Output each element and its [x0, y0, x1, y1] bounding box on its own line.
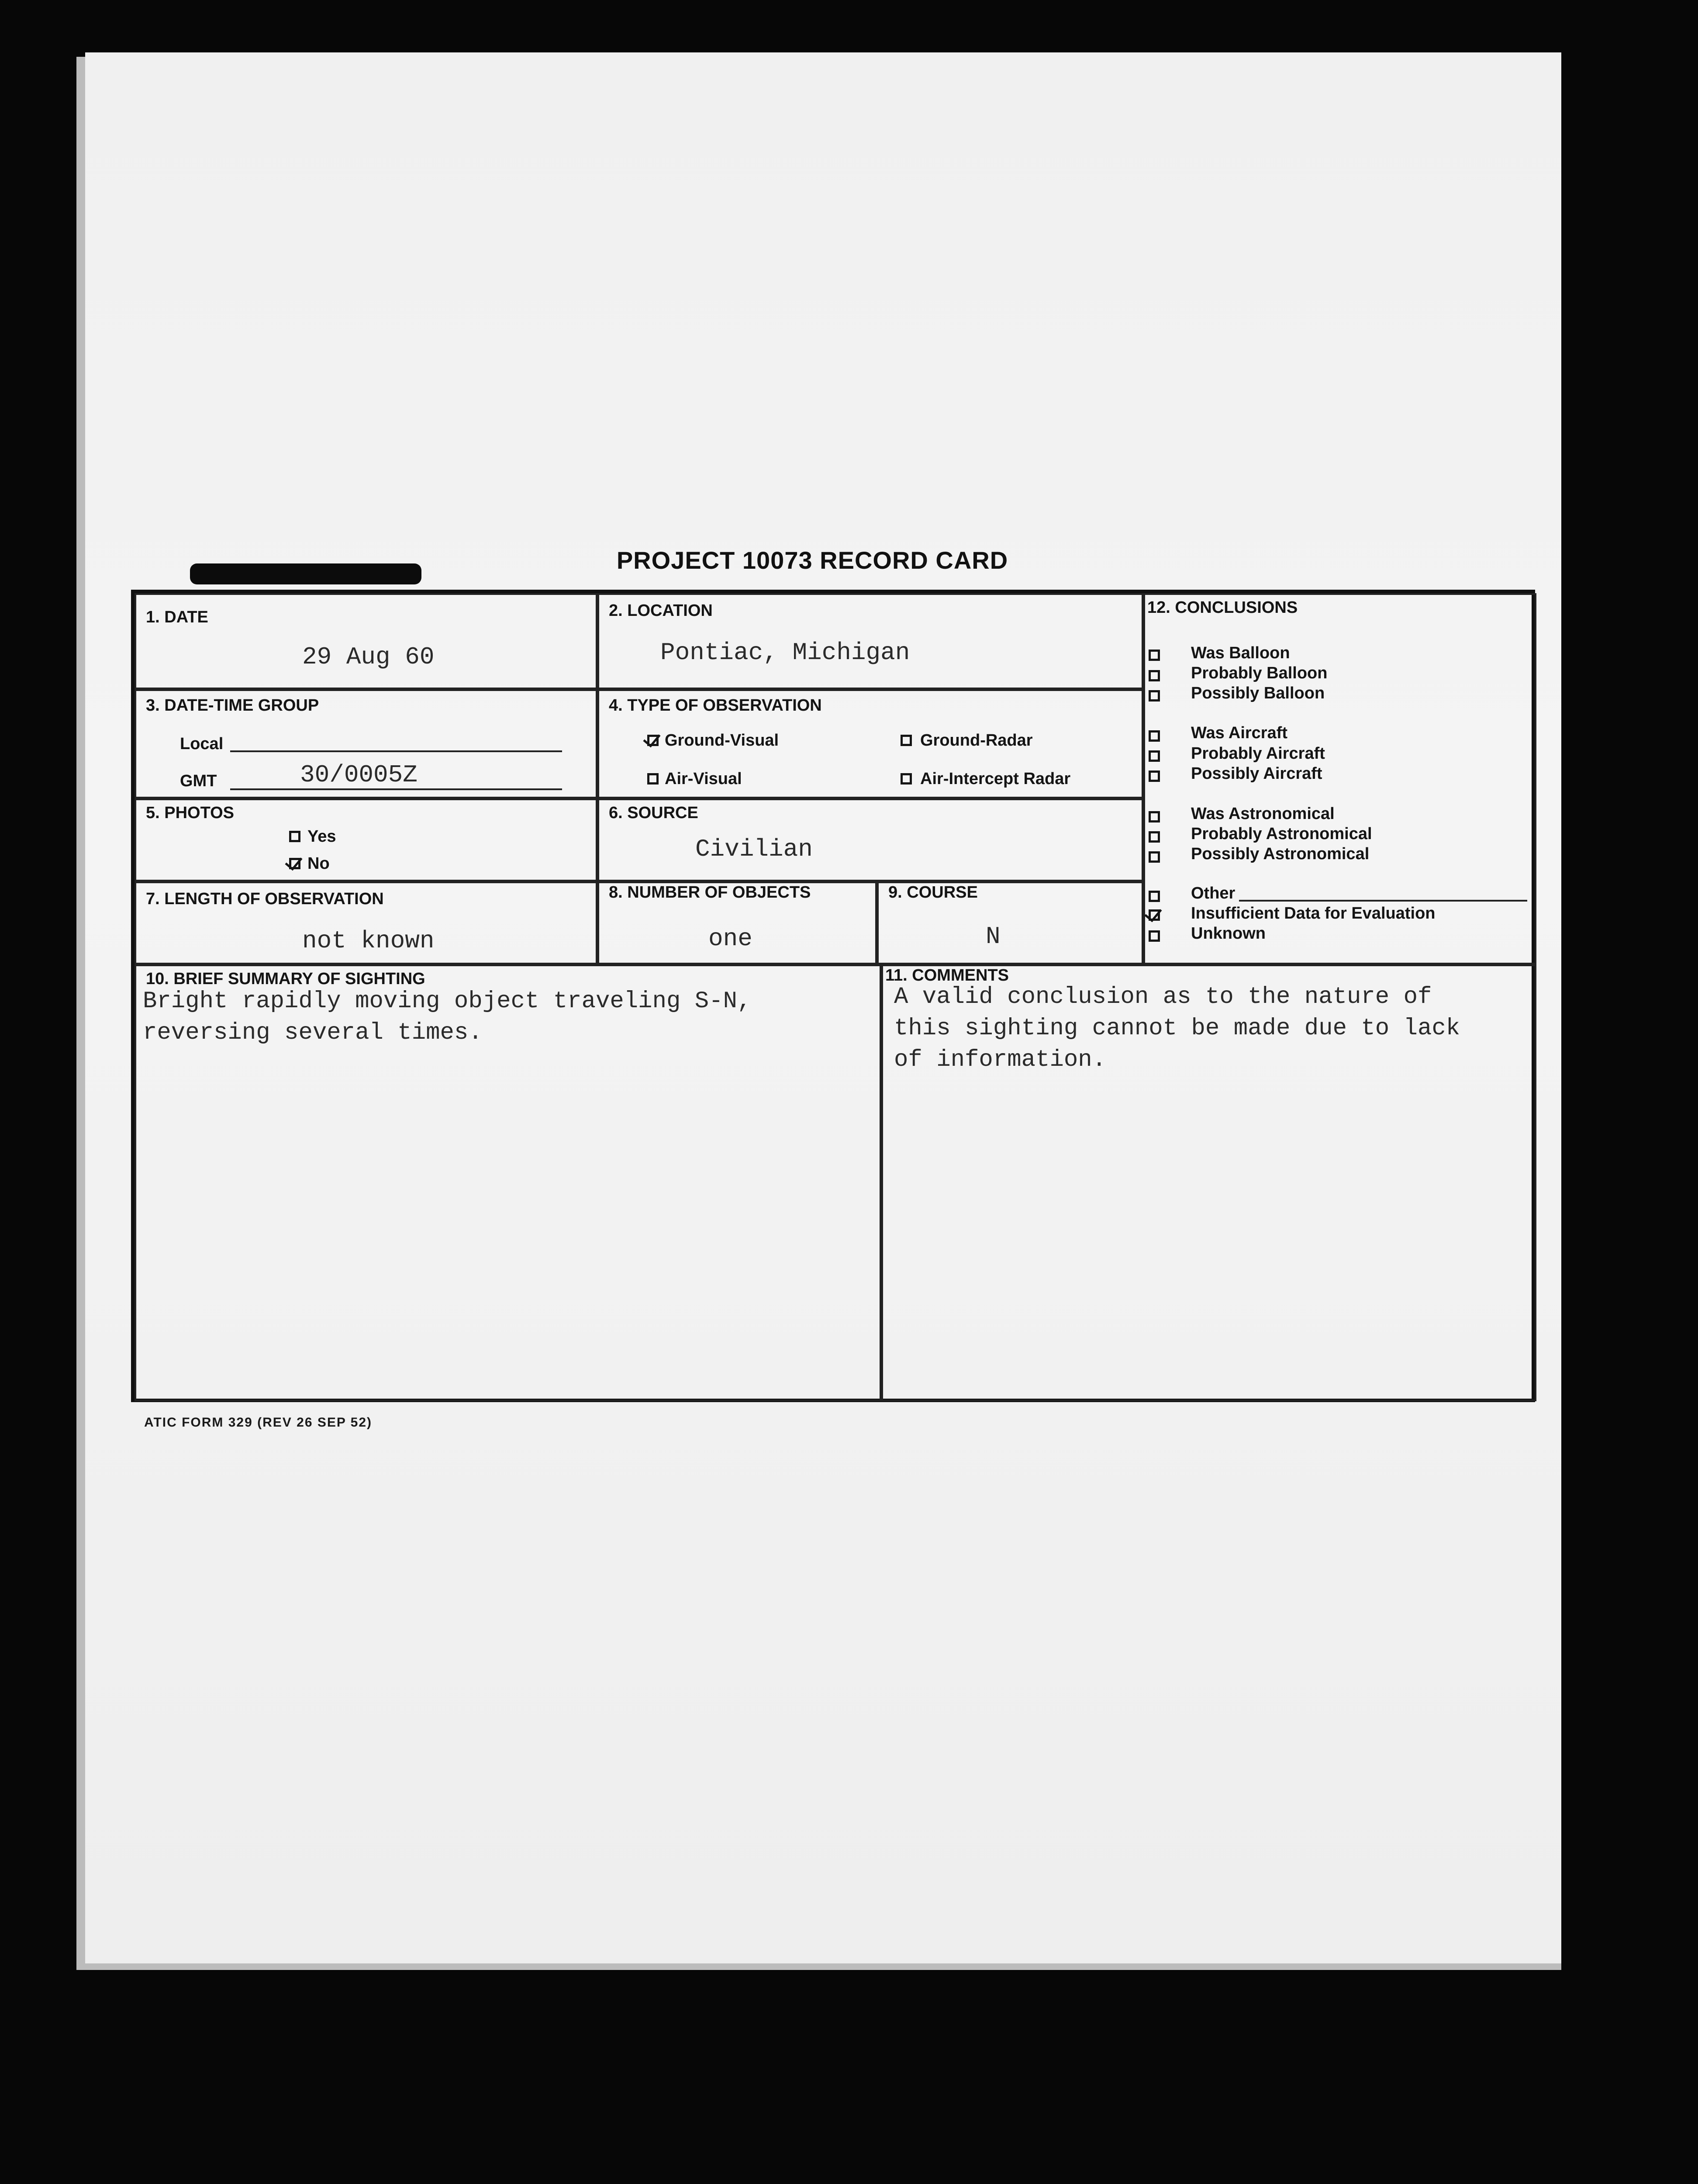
comments-line: A valid conclusion as to the nature of: [894, 984, 1432, 1010]
other-label: Other: [1191, 884, 1236, 902]
length-of-observation-cell: [135, 881, 597, 964]
card-title: PROJECT 10073 RECORD CARD: [616, 546, 1008, 574]
probably-balloon-checkbox: [1149, 670, 1160, 681]
possibly-astronomical-label: Possibly Astronomical: [1191, 845, 1370, 863]
insufficient-data-checkbox: [1149, 909, 1160, 921]
brief-summary-label: 10. BRIEF SUMMARY OF SIGHTING: [146, 970, 425, 988]
probably-aircraft-label: Probably Aircraft: [1191, 744, 1325, 763]
was-astronomical-checkbox: [1149, 811, 1160, 822]
brief-summary-line: reversing several times.: [143, 1019, 483, 1046]
comments-label: 11. COMMENTS: [885, 966, 1009, 985]
comments-line: this sighting cannot be made due to lack: [894, 1015, 1460, 1042]
photos-no-label: No: [307, 854, 330, 873]
source-cell: [597, 798, 1143, 881]
probably-astronomical-label: Probably Astronomical: [1191, 825, 1372, 843]
source-label: 6. SOURCE: [609, 804, 698, 822]
brief-summary-cell: [135, 964, 881, 1401]
air-intercept-radar-checkbox: [901, 773, 912, 784]
conclusions-label: 12. CONCLUSIONS: [1147, 598, 1298, 617]
gmt-value: 30/0005Z: [300, 761, 418, 789]
type-of-observation-cell: [597, 689, 1143, 798]
local-label: Local: [180, 735, 224, 753]
ground-radar-label: Ground-Radar: [920, 731, 1033, 750]
probably-aircraft-checkbox: [1149, 750, 1160, 762]
air-visual-checkbox: [647, 773, 659, 784]
course-cell: [877, 881, 1143, 964]
location-label: 2. LOCATION: [609, 601, 713, 620]
date-time-group-label: 3. DATE-TIME GROUP: [146, 696, 319, 715]
probably-balloon-label: Probably Balloon: [1191, 664, 1328, 682]
possibly-astronomical-checkbox: [1149, 851, 1160, 863]
brief-summary-line: Bright rapidly moving object traveling S-N,: [143, 988, 752, 1015]
ground-visual-checkbox: [647, 735, 659, 746]
photos-no-checkbox: [289, 858, 300, 869]
photos-yes-label: Yes: [307, 827, 336, 846]
length-of-observation-label: 7. LENGTH OF OBSERVATION: [146, 890, 384, 908]
photos-cell: [135, 798, 597, 881]
other-underline: [1239, 900, 1527, 902]
location-value: Pontiac, Michigan: [660, 639, 910, 667]
was-aircraft-label: Was Aircraft: [1191, 724, 1288, 742]
insufficient-data-label: Insufficient Data for Evaluation: [1191, 904, 1436, 923]
comments-text: [894, 981, 1460, 1076]
other-checkbox: [1149, 891, 1160, 902]
unknown-label: Unknown: [1191, 924, 1266, 943]
date-value: 29 Aug 60: [302, 643, 435, 671]
was-balloon-checkbox: [1149, 650, 1160, 661]
gmt-label: GMT: [180, 772, 217, 790]
course-value: N: [986, 923, 1001, 950]
number-of-objects-label: 8. NUMBER OF OBJECTS: [609, 883, 811, 902]
photos-label: 5. PHOTOS: [146, 804, 235, 822]
possibly-balloon-label: Possibly Balloon: [1191, 684, 1325, 702]
number-of-objects-value: one: [708, 925, 752, 953]
air-visual-label: Air-Visual: [665, 770, 742, 788]
date-time-group-cell: [135, 689, 597, 798]
length-of-observation-value: not known: [302, 927, 435, 955]
brief-summary-text: [143, 986, 751, 1049]
possibly-balloon-checkbox: [1149, 690, 1160, 702]
probably-astronomical-checkbox: [1149, 831, 1160, 843]
course-label: 9. COURSE: [888, 883, 978, 902]
possibly-aircraft-label: Possibly Aircraft: [1191, 764, 1322, 783]
conclusions-cell: [1143, 593, 1536, 964]
ground-radar-checkbox: [901, 735, 912, 746]
was-balloon-label: Was Balloon: [1191, 644, 1290, 662]
was-astronomical-label: Was Astronomical: [1191, 805, 1335, 823]
possibly-aircraft-checkbox: [1149, 771, 1160, 782]
photos-yes-checkbox: [289, 831, 300, 842]
air-intercept-radar-label: Air-Intercept Radar: [920, 770, 1071, 788]
was-aircraft-checkbox: [1149, 730, 1160, 742]
redaction-bar: [190, 563, 421, 584]
source-value: Civilian: [695, 835, 813, 863]
date-label: 1. DATE: [146, 608, 208, 626]
comments-cell: [881, 964, 1536, 1401]
local-underline: [230, 750, 562, 752]
ground-visual-label: Ground-Visual: [665, 731, 779, 750]
number-of-objects-cell: [597, 881, 877, 964]
date-cell: [135, 593, 597, 689]
unknown-checkbox: [1149, 930, 1160, 942]
type-of-observation-label: 4. TYPE OF OBSERVATION: [609, 696, 822, 715]
location-cell: [597, 593, 1143, 689]
form-number: ATIC FORM 329 (REV 26 SEP 52): [144, 1415, 373, 1430]
record-card-form: [131, 590, 1535, 1402]
comments-line: of information.: [894, 1047, 1107, 1073]
